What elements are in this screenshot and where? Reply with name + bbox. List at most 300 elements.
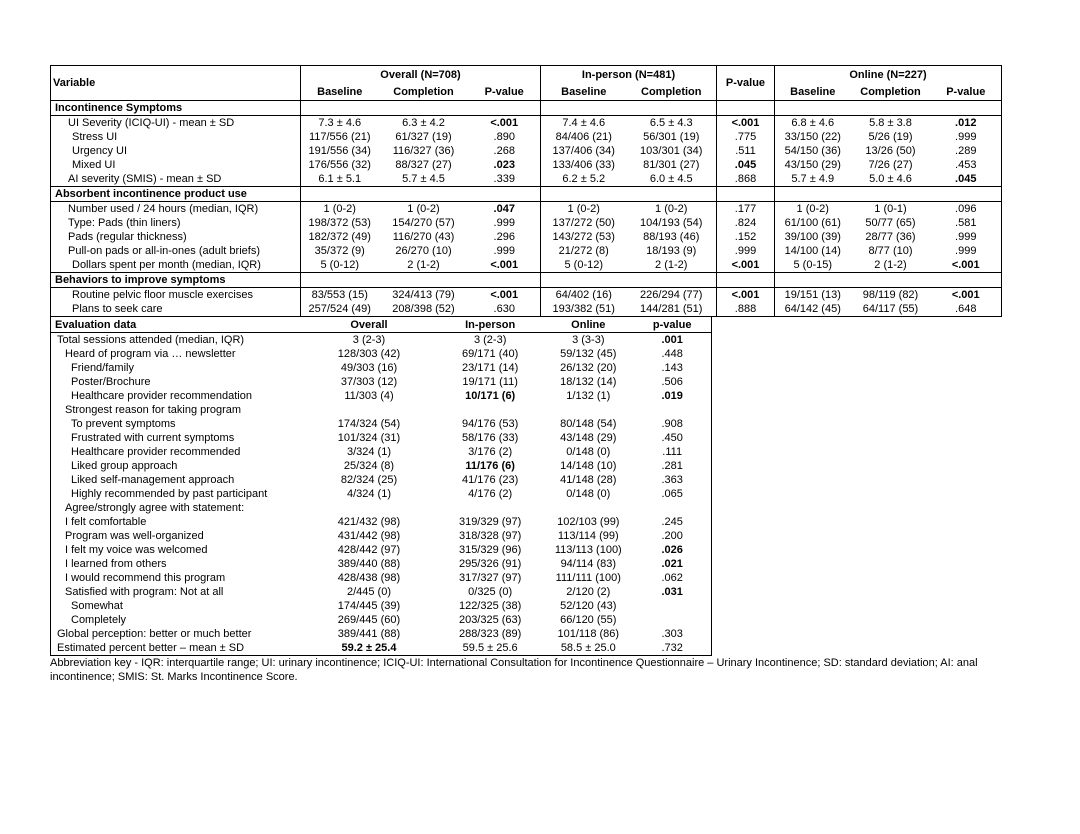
section-header [51, 101, 1002, 116]
table-cell: 0/148 (0) [566, 446, 611, 458]
section-title: Incontinence Symptoms [51, 101, 301, 116]
section-spacer [469, 273, 541, 288]
table-cell: <.001 [717, 288, 775, 303]
row-label: Mixed UI [72, 159, 116, 171]
table-cell: .732 [661, 642, 683, 654]
table-row [51, 529, 712, 543]
row-label: Program was well-organized [65, 530, 204, 542]
row-label: AI severity (SMIS) - mean ± SD [68, 173, 222, 185]
table-cell: 98/119 (82) [862, 289, 919, 301]
section-spacer [717, 101, 775, 116]
table-cell: 122/325 (38) [458, 600, 522, 612]
table-row [51, 116, 1002, 131]
row-label: Pads (regular thickness) [68, 231, 187, 243]
table-cell: 59.5 ± 25.6 [462, 642, 518, 654]
table-cell: 6.3 ± 4.2 [402, 117, 445, 129]
online-completion-header: Completion [851, 83, 931, 101]
section-spacer [541, 101, 627, 116]
online-group-header: Online (N=227) [775, 66, 1002, 84]
table-cell: 2 (1-2) [655, 259, 688, 271]
table-cell: 69/171 (40) [462, 348, 519, 360]
section-spacer [301, 101, 379, 116]
row-label: Agree/strongly agree with statement: [65, 502, 245, 514]
row-label: Urgency UI [72, 145, 128, 157]
table-cell: 41/176 (23) [462, 474, 519, 486]
table-cell: .999 [493, 217, 515, 229]
row-label: Dollars spent per month (median, IQR) [72, 259, 261, 271]
row-label: Number used / 24 hours (median, IQR) [68, 203, 259, 215]
table-cell: 174/445 (39) [337, 600, 401, 612]
table-cell [633, 403, 711, 417]
section-spacer [541, 273, 627, 288]
table-cell: .045 [717, 158, 775, 172]
abbreviation-footnote: Abbreviation key - IQR: interquartile range; UI: urinary incontinence; ICIQ-UI: International Consultation for Incontinence Questionnaire – Urinary Incontinence; SD: standard deviation; AI: anal incontinence; SMIS: St. Marks Incontinence Score. [50, 657, 978, 683]
table-cell: 94/114 (83) [560, 558, 617, 570]
section-spacer [301, 187, 379, 202]
online-pvalue-header: P-value [931, 83, 1002, 101]
table-cell: .339 [493, 173, 515, 185]
table-row [51, 641, 712, 656]
table-cell: 3/176 (2) [468, 446, 513, 458]
table-cell: .031 [661, 586, 683, 598]
table-cell [437, 403, 543, 417]
row-label: Pull-on pads or all-in-ones (adult briefs) [68, 245, 260, 257]
section-header [51, 187, 1002, 202]
section-spacer [775, 273, 851, 288]
evaluation-data-header: Evaluation data [51, 317, 301, 333]
table-row [51, 515, 712, 529]
table-cell: 428/442 (97) [337, 544, 401, 556]
table-row [51, 258, 1002, 273]
table-cell: 428/438 (98) [337, 572, 401, 584]
table-cell: 52/120 (43) [560, 600, 617, 612]
table-cell: 144/281 (51) [640, 303, 703, 315]
table-cell: 111/111 (100) [555, 572, 621, 584]
table-cell: .506 [661, 376, 683, 388]
row-label: Poster/Brochure [71, 376, 151, 388]
table-cell: 26/132 (20) [560, 362, 617, 374]
table-row [51, 627, 712, 641]
table-cell: 3/324 (1) [346, 446, 391, 458]
inperson-baseline-header: Baseline [541, 83, 627, 101]
table-row [51, 216, 1002, 230]
table-cell: 2 (1-2) [874, 259, 907, 271]
table-cell: 1 (0-2) [407, 203, 440, 215]
table-cell: 421/432 (98) [337, 516, 401, 528]
table-cell: 33/150 (22) [775, 130, 851, 144]
table-row [51, 473, 712, 487]
table-cell: .281 [661, 460, 683, 472]
table-row [51, 244, 1002, 258]
table-cell: .152 [717, 230, 775, 244]
table-cell: 58/176 (33) [462, 432, 519, 444]
table-cell: .303 [661, 628, 683, 640]
table-cell: 56/301 (19) [643, 131, 700, 143]
table-cell: 319/329 (97) [458, 516, 522, 528]
table-cell [437, 501, 543, 515]
table-cell: 5.7 ± 4.9 [775, 172, 851, 187]
table-cell: 19/151 (13) [775, 288, 851, 303]
table-cell: 7/26 (27) [868, 159, 913, 171]
row-label: I felt my voice was welcomed [65, 544, 208, 556]
table-cell: 35/372 (9) [301, 244, 379, 258]
table-cell: 315/329 (96) [458, 544, 522, 556]
table-cell: 101/324 (31) [337, 432, 401, 444]
table-cell [633, 599, 711, 613]
table-cell: .890 [493, 131, 515, 143]
table-cell: .999 [493, 245, 515, 257]
table-cell: 226/294 (77) [640, 289, 703, 301]
table-cell: 1/132 (1) [566, 390, 611, 402]
table-cell: 19/171 (11) [462, 376, 518, 388]
section-spacer [717, 273, 775, 288]
table-cell: .012 [955, 117, 977, 129]
table-cell: 4/324 (1) [346, 488, 391, 500]
table-row [51, 230, 1002, 244]
evaluation-table [50, 316, 712, 656]
table-cell: 3 (2-3) [473, 334, 507, 346]
table-cell: .363 [661, 474, 683, 486]
table-cell: 58.5 ± 25.0 [560, 642, 616, 654]
table-cell: .019 [661, 390, 683, 402]
overall-header: Overall [301, 317, 437, 333]
table-cell: .630 [493, 303, 515, 315]
inperson-header: In-person [437, 317, 543, 333]
table-cell: .868 [717, 172, 775, 187]
table-cell: 102/103 (99) [557, 516, 620, 528]
section-spacer [627, 101, 717, 116]
table-cell: 317/327 (97) [458, 572, 522, 584]
table-cell: 43/148 (29) [560, 432, 617, 444]
table-cell: 23/171 (14) [462, 362, 519, 374]
section-spacer [775, 187, 851, 202]
table-cell: 81/301 (27) [643, 159, 700, 171]
section-title: Absorbent incontinence product use [51, 187, 301, 202]
table-row [51, 144, 1002, 158]
section-spacer [851, 101, 931, 116]
table-cell: .999 [955, 231, 977, 243]
table-cell: 154/270 (57) [392, 217, 455, 229]
table-row [51, 389, 712, 403]
table-row [51, 333, 712, 348]
table-cell: 61/100 (61) [775, 216, 851, 230]
table-cell: <.001 [717, 258, 775, 273]
table-cell: 295/326 (91) [458, 558, 522, 570]
table-cell: 49/303 (16) [340, 362, 398, 374]
section-spacer [931, 187, 1002, 202]
row-label: I would recommend this program [65, 572, 226, 584]
table-cell: .021 [661, 558, 683, 570]
table-cell: 28/77 (36) [865, 231, 916, 243]
section-title: Behaviors to improve symptoms [51, 273, 301, 288]
table-cell: 324/413 (79) [392, 289, 455, 301]
row-label: Completely [71, 614, 127, 626]
table-cell: 1 (0-2) [655, 203, 688, 215]
table-cell: 133/406 (33) [541, 158, 627, 172]
row-label: Healthcare provider recommendation [71, 390, 252, 402]
section-spacer [627, 273, 717, 288]
overall-baseline-header: Baseline [301, 83, 379, 101]
table-cell: 1 (0-2) [301, 202, 379, 217]
table-cell: 5.7 ± 4.5 [402, 173, 445, 185]
table-cell: .045 [955, 173, 977, 185]
table-row [51, 375, 712, 389]
outcomes-table-body [51, 101, 1002, 317]
table-cell: 5.8 ± 3.8 [869, 117, 912, 129]
table-cell: .453 [955, 159, 977, 171]
table-cell: 176/556 (32) [301, 158, 379, 172]
table-cell: 88/193 (46) [643, 231, 700, 243]
table-cell: .111 [662, 446, 683, 458]
table-cell: 0/148 (0) [566, 488, 611, 500]
table-cell: 8/77 (10) [868, 245, 913, 257]
table-cell: 6.0 ± 4.5 [649, 173, 693, 185]
table-cell: 191/556 (34) [301, 144, 379, 158]
section-spacer [931, 101, 1002, 116]
outcomes-table [50, 65, 1002, 317]
table-cell: 5 (0-12) [301, 258, 379, 273]
table-cell: 288/323 (89) [458, 628, 522, 640]
table-cell [543, 403, 633, 417]
table-cell: .581 [955, 217, 977, 229]
row-label: Friend/family [71, 362, 134, 374]
section-spacer [851, 187, 931, 202]
table-row [51, 361, 712, 375]
table-cell: 64/142 (45) [775, 302, 851, 317]
overall-pvalue-header: P-value [469, 83, 541, 101]
table-cell: 43/150 (29) [775, 158, 851, 172]
table-row [51, 599, 712, 613]
row-label: Total sessions attended (median, IQR) [57, 334, 245, 346]
table-cell: 318/328 (97) [458, 530, 522, 542]
section-spacer [541, 187, 627, 202]
table-row [51, 557, 712, 571]
row-label: Routine pelvic floor muscle exercises [72, 289, 253, 301]
table-cell: 39/100 (39) [775, 230, 851, 244]
section-header [51, 273, 1002, 288]
table-row [51, 445, 712, 459]
table-cell: 10/171 (6) [465, 390, 516, 402]
table-cell: 11/303 (4) [344, 390, 394, 402]
table-cell: 18/193 (9) [646, 245, 697, 257]
table-row [51, 302, 1002, 317]
table-cell: 59.2 ± 25.4 [341, 642, 397, 654]
table-cell: <.001 [951, 289, 980, 301]
table-cell: 137/406 (34) [541, 144, 627, 158]
section-spacer [379, 187, 469, 202]
table-cell: .200 [661, 530, 683, 542]
pvalue-header: p-value [633, 317, 711, 333]
row-label: Strongest reason for taking program [65, 404, 242, 416]
table-cell: 1 (0-2) [541, 202, 627, 217]
table-cell: .824 [717, 216, 775, 230]
table-cell: 128/303 (42) [337, 348, 401, 360]
row-label: Estimated percent better – mean ± SD [57, 642, 245, 654]
table-row [51, 543, 712, 557]
row-label: Somewhat [71, 600, 123, 612]
table-cell: .999 [717, 244, 775, 258]
table-row [51, 487, 712, 501]
table-cell [633, 613, 711, 627]
table-cell: 103/301 (34) [640, 145, 703, 157]
row-label: Highly recommended by past participant [71, 488, 268, 500]
section-spacer [627, 187, 717, 202]
inperson-completion-header: Completion [627, 83, 717, 101]
table-row [51, 501, 712, 515]
table-cell: 5 (0-15) [775, 258, 851, 273]
table-cell: 41/148 (28) [560, 474, 617, 486]
table-cell [633, 501, 711, 515]
table-cell: 104/193 (54) [640, 217, 703, 229]
table-cell: .648 [955, 303, 977, 315]
table-row [51, 288, 1002, 303]
table-cell: 6.5 ± 4.3 [649, 117, 693, 129]
table-cell: 5/26 (19) [868, 131, 913, 143]
table-cell: 193/382 (51) [541, 302, 627, 317]
table-cell [543, 501, 633, 515]
table-cell: 3 (3-3) [572, 334, 605, 346]
table-cell: .065 [661, 488, 683, 500]
table-cell: 18/132 (14) [560, 376, 617, 388]
table-cell: .296 [493, 231, 515, 243]
table-cell: <.001 [951, 259, 980, 271]
table-cell: 25/324 (8) [343, 460, 395, 472]
table-cell: 269/445 (60) [337, 614, 401, 626]
section-spacer [775, 101, 851, 116]
row-label: Heard of program via … newsletter [65, 348, 236, 360]
table-cell: 2/120 (2) [566, 586, 611, 598]
table-cell: <.001 [717, 116, 775, 131]
table-cell: .023 [493, 159, 515, 171]
table-cell: 208/398 (52) [392, 303, 455, 315]
table-cell: 5.0 ± 4.6 [869, 173, 912, 185]
table-cell: 26/270 (10) [395, 245, 452, 257]
evaluation-header-row [51, 317, 712, 333]
section-spacer [379, 273, 469, 288]
table-cell: 84/406 (21) [541, 130, 627, 144]
table-cell: .888 [717, 302, 775, 317]
row-label: To prevent symptoms [71, 418, 176, 430]
row-label: Frustrated with current symptoms [71, 432, 235, 444]
table-cell: .450 [661, 432, 683, 444]
row-label: I learned from others [65, 558, 167, 570]
table-cell: .245 [661, 516, 683, 528]
table-row [51, 158, 1002, 172]
table-cell: 37/303 (12) [340, 376, 398, 388]
table-cell: 389/441 (88) [337, 628, 401, 640]
table-cell: 50/77 (65) [865, 217, 916, 229]
table-cell: 80/148 (54) [560, 418, 617, 430]
row-label: Liked group approach [71, 460, 178, 472]
table-cell: 94/176 (53) [462, 418, 519, 430]
table-cell [301, 403, 437, 417]
table-cell [301, 501, 437, 515]
table-cell: 2 (1-2) [407, 259, 440, 271]
table-row [51, 571, 712, 585]
row-label: Liked self-management approach [71, 474, 235, 486]
table-cell: 11/176 (6) [465, 460, 515, 472]
table-cell: .001 [661, 334, 683, 346]
table-cell: 389/440 (88) [337, 558, 401, 570]
table-cell: 83/553 (15) [301, 288, 379, 303]
online-header: Online [543, 317, 633, 333]
table-cell: <.001 [490, 259, 519, 271]
table-cell: 66/120 (55) [560, 614, 617, 626]
row-label: Global perception: better or much better [57, 628, 252, 640]
table-cell: 174/324 (54) [337, 418, 401, 430]
table-cell: .026 [661, 544, 683, 556]
table-cell: <.001 [490, 289, 519, 301]
table-cell: .268 [493, 145, 515, 157]
section-spacer [931, 273, 1002, 288]
table-row [51, 172, 1002, 187]
table-cell: <.001 [490, 117, 519, 129]
table-row [51, 347, 712, 361]
table-cell: 113/114 (99) [557, 530, 619, 542]
table-cell: .177 [717, 202, 775, 217]
table-cell: .096 [955, 203, 977, 215]
table-cell: 203/325 (63) [458, 614, 522, 626]
table-cell: 6.8 ± 4.6 [775, 116, 851, 131]
table-row [51, 403, 712, 417]
table-cell: 59/132 (45) [560, 348, 617, 360]
table-cell: 6.1 ± 5.1 [301, 172, 379, 187]
inperson-group-header: In-person (N=481) [541, 66, 717, 84]
table-cell: .908 [661, 418, 683, 430]
table-cell: 113/113 (100) [554, 544, 622, 556]
row-label: Satisfied with program: Not at all [65, 586, 224, 598]
variable-header: Variable [51, 66, 301, 101]
table-cell: 1 (0-2) [775, 202, 851, 217]
table-cell: 198/372 (53) [301, 216, 379, 230]
table-row [51, 613, 712, 627]
section-spacer [851, 273, 931, 288]
section-spacer [301, 273, 379, 288]
table-row [51, 585, 712, 599]
section-spacer [379, 101, 469, 116]
table-cell: 6.2 ± 5.2 [541, 172, 627, 187]
row-label: UI Severity (ICIQ-UI) - mean ± SD [68, 117, 235, 129]
row-label: Type: Pads (thin liners) [68, 217, 181, 229]
evaluation-table-body [51, 317, 712, 656]
table-cell: 5 (0-12) [541, 258, 627, 273]
table-cell: 0/325 (0) [468, 586, 513, 598]
row-label: I felt comfortable [65, 516, 147, 528]
row-label: Plans to seek care [72, 303, 163, 315]
table-cell: 64/117 (55) [862, 303, 919, 315]
table-cell: 7.4 ± 4.6 [541, 116, 627, 131]
table-cell: .775 [717, 130, 775, 144]
online-baseline-header: Baseline [775, 83, 851, 101]
table-cell: 61/327 (19) [395, 131, 452, 143]
table-cell: 116/327 (36) [392, 145, 455, 157]
table-cell: .999 [955, 131, 977, 143]
inperson-pvalue-header: P-value [717, 66, 775, 101]
table-cell: 4/176 (2) [468, 488, 513, 500]
table-cell: .999 [955, 245, 977, 257]
section-spacer [717, 187, 775, 202]
table-cell: .062 [661, 572, 683, 584]
table-cell: 117/556 (21) [301, 130, 379, 144]
section-spacer [469, 101, 541, 116]
table-row [51, 417, 712, 431]
table-cell: 64/402 (16) [541, 288, 627, 303]
table-cell: .448 [661, 348, 683, 360]
table-cell: 182/372 (49) [301, 230, 379, 244]
row-label: Healthcare provider recommended [71, 446, 241, 458]
table-cell: 116/270 (43) [392, 231, 455, 243]
table-cell: 3 (2-3) [352, 334, 386, 346]
